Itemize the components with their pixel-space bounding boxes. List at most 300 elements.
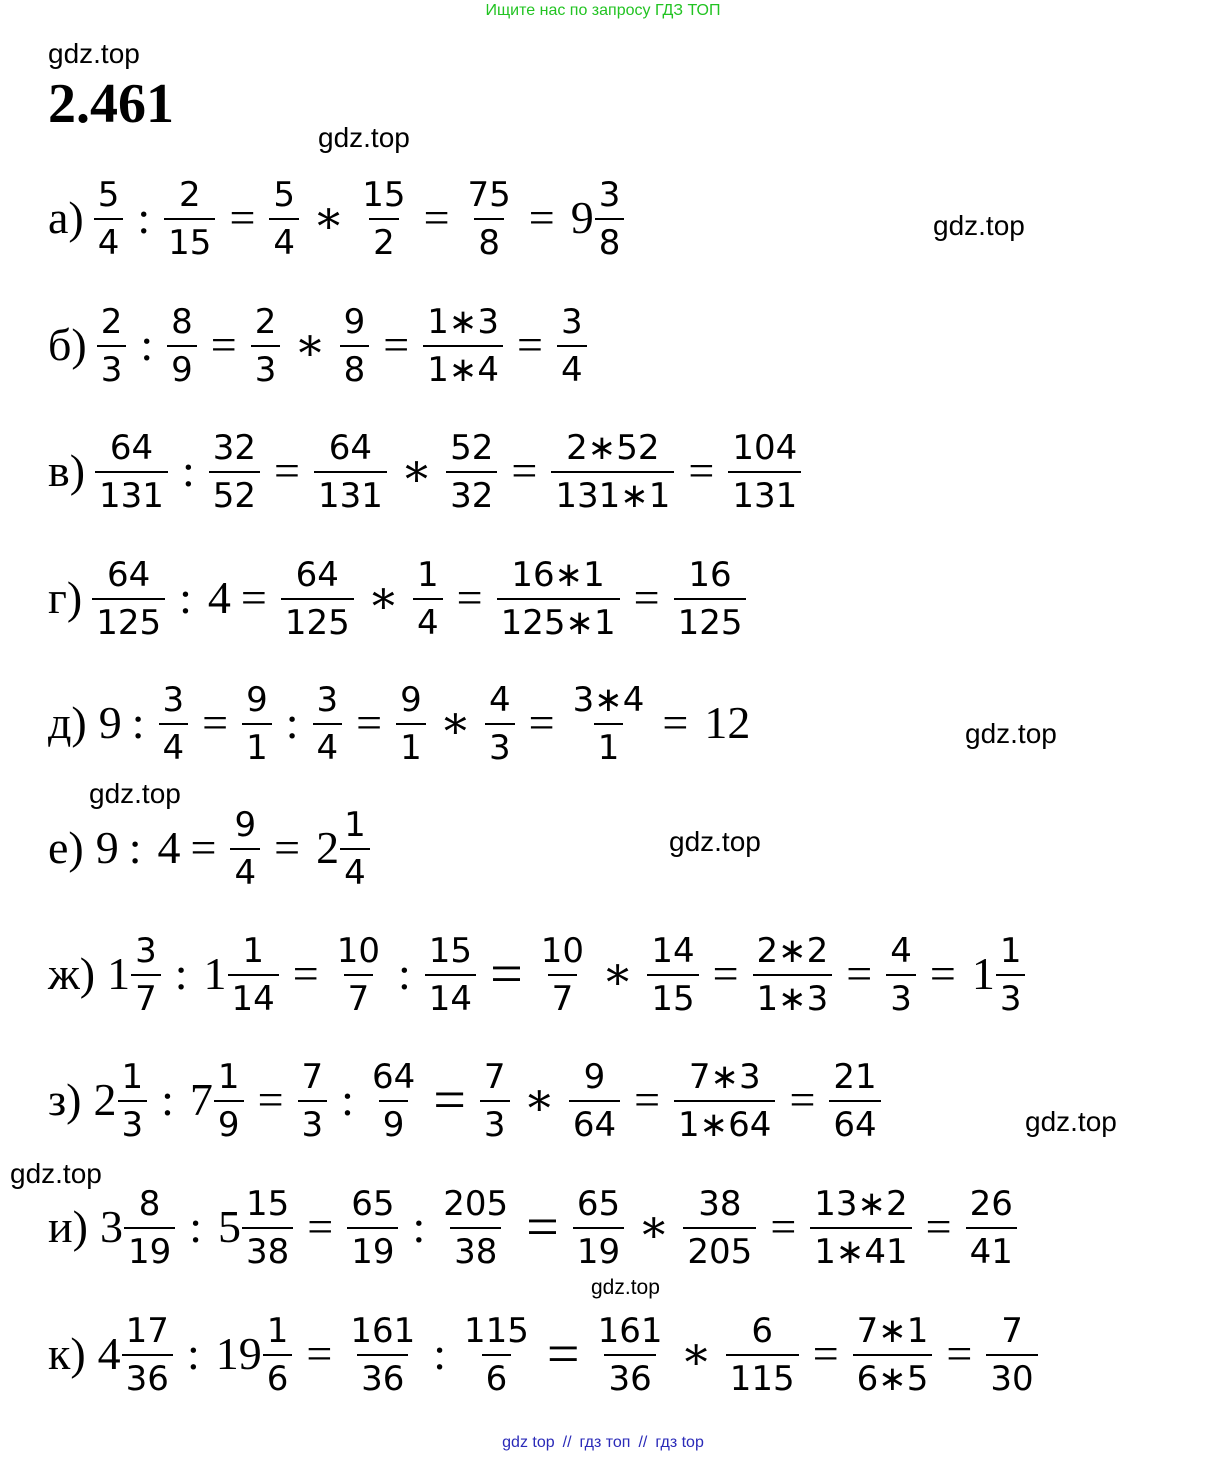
fraction (573, 1183, 624, 1271)
operator: = (662, 697, 689, 748)
fraction (966, 1183, 1017, 1271)
footer-link[interactable]: гдз top (655, 1434, 704, 1451)
operator: = (770, 1201, 797, 1252)
numerator: 5 (273, 175, 296, 215)
operator: ∗ (638, 1201, 670, 1252)
denominator: 7 (548, 974, 578, 1018)
fraction (557, 301, 587, 389)
denominator: 4 (230, 848, 260, 892)
operator: = (210, 319, 237, 370)
denominator: 7 (344, 974, 374, 1018)
numerator: 3 (135, 931, 157, 971)
operator: : (161, 1074, 174, 1125)
operator: = (528, 697, 555, 748)
denominator: 3 (485, 723, 515, 767)
fraction (122, 1310, 173, 1398)
item-label: д) (48, 697, 87, 748)
numerator: 14 (651, 931, 695, 971)
operator: = (383, 319, 410, 370)
fraction (413, 554, 443, 642)
promo-banner[interactable]: Ищите нас по запросу ГДЗ ТОП (485, 2, 721, 19)
fraction (537, 930, 588, 1018)
fraction (159, 679, 189, 767)
fraction (346, 1310, 419, 1398)
mixed-number (198, 930, 283, 1018)
denominator: 15 (164, 218, 215, 262)
denominator: 4 (159, 723, 189, 767)
numerator: 15 (362, 175, 406, 215)
item-label: в) (48, 445, 86, 496)
denominator: 1∗3 (753, 974, 833, 1018)
numerator: 15 (428, 931, 473, 971)
footer-link[interactable]: gdz top (502, 1434, 555, 1451)
numerator: 7 (301, 1057, 324, 1097)
denominator: 41 (966, 1227, 1017, 1271)
denominator: 19 (573, 1227, 624, 1271)
item-label: а) (48, 192, 84, 243)
operator: : (186, 1328, 200, 1379)
numerator: 2 (254, 302, 277, 342)
numerator: 7 (483, 1057, 506, 1097)
mixed-number (88, 1056, 152, 1144)
denominator: 125∗1 (497, 598, 620, 642)
mixed-number (92, 1310, 177, 1398)
fraction (425, 930, 476, 1018)
fraction (480, 1056, 510, 1144)
fraction (396, 679, 426, 767)
fraction (94, 174, 124, 262)
watermark: gdz.top (965, 718, 1057, 749)
fraction (683, 1183, 756, 1271)
mixed-number (210, 1310, 297, 1398)
exercise-number: 2.461 (48, 73, 174, 135)
numerator: 64 (371, 1057, 416, 1097)
numerator: 161 (597, 1311, 663, 1351)
whole-number: 9 (95, 822, 119, 873)
operator: ∗ (294, 319, 326, 370)
operator: = (812, 1328, 839, 1379)
numerator: 65 (351, 1184, 395, 1224)
denominator: 1 (396, 723, 426, 767)
operator: = (456, 572, 483, 623)
denominator: 125 (92, 598, 165, 642)
denominator: 131 (95, 471, 168, 515)
denominator: 131 (728, 471, 801, 515)
operator: = (229, 192, 256, 243)
operator: = (929, 948, 956, 999)
fraction (314, 427, 387, 515)
fraction (726, 1310, 799, 1398)
denominator: 19 (124, 1227, 175, 1271)
whole-part: 1 (107, 948, 131, 999)
whole-part: 3 (99, 1201, 123, 1252)
denominator: 4 (269, 218, 299, 262)
equation-line (48, 1057, 885, 1145)
numerator: 104 (732, 428, 798, 468)
operator: ∗ (439, 697, 472, 748)
fraction (209, 427, 260, 515)
fraction (439, 1183, 512, 1271)
fraction (728, 427, 801, 515)
fraction (97, 301, 127, 389)
numerator: 52 (450, 428, 494, 468)
operator: = (633, 572, 660, 623)
numerator: 26 (969, 1184, 1013, 1224)
denominator: 3 (996, 974, 1026, 1018)
numerator: 32 (212, 428, 256, 468)
item-label: з) (48, 1074, 82, 1125)
numerator: 13∗2 (814, 1184, 908, 1224)
denominator: 3 (480, 1100, 510, 1144)
fraction (124, 1183, 175, 1271)
fraction (340, 804, 370, 892)
operator: : (412, 1201, 426, 1252)
operator: = (306, 1328, 333, 1379)
denominator: 36 (604, 1354, 655, 1398)
mixed-number (310, 804, 374, 892)
whole-part: 19 (215, 1328, 262, 1379)
numerator: 16∗1 (511, 555, 605, 595)
numerator: 9 (583, 1057, 606, 1097)
numerator: 115 (464, 1311, 529, 1351)
fraction (996, 930, 1026, 1018)
numerator: 9 (246, 680, 268, 720)
denominator: 8 (474, 218, 504, 262)
fraction (131, 930, 161, 1018)
denominator: 8 (595, 218, 625, 262)
denominator: 4 (94, 218, 124, 262)
numerator: 15 (245, 1184, 290, 1224)
denominator: 9 (214, 1100, 244, 1144)
fraction (118, 1056, 148, 1144)
equation-line (48, 428, 805, 516)
operator: = (274, 822, 301, 873)
numerator: 3 (560, 302, 583, 342)
numerator: 64 (107, 555, 151, 595)
fraction (647, 930, 698, 1018)
numerator: 10 (336, 931, 381, 971)
numerator: 5 (97, 175, 120, 215)
operator: : (181, 445, 195, 496)
denominator: 125 (674, 598, 747, 642)
fraction (333, 930, 384, 1018)
numerator: 3 (162, 680, 185, 720)
equation-line (48, 680, 751, 768)
denominator: 131 (314, 471, 387, 515)
denominator: 64 (569, 1100, 620, 1144)
operator: = (546, 1321, 580, 1386)
mixed-number (94, 1183, 179, 1271)
denominator: 38 (450, 1227, 501, 1271)
whole-number: 4 (157, 822, 181, 873)
operator: : (131, 697, 145, 748)
fraction (242, 679, 272, 767)
fraction (95, 427, 168, 515)
numerator: 9 (343, 302, 366, 342)
whole-part: 5 (217, 1201, 241, 1252)
operator: = (789, 1074, 816, 1125)
operator: = (433, 1067, 466, 1132)
numerator: 1 (417, 555, 439, 595)
fraction (313, 679, 343, 767)
operator: = (190, 822, 217, 873)
denominator: 4 (557, 345, 587, 389)
item-label: ж) (48, 948, 96, 999)
mixed-number (101, 930, 165, 1018)
equation-line (48, 1184, 1021, 1272)
denominator: 131∗1 (551, 471, 674, 515)
denominator: 1 (594, 723, 624, 767)
operator: = (356, 697, 383, 748)
operator: = (517, 319, 543, 370)
fraction (281, 554, 354, 642)
watermark: gdz.top (1025, 1106, 1117, 1137)
numerator: 4 (890, 931, 912, 971)
fraction (497, 554, 620, 642)
denominator: 8 (340, 345, 370, 389)
operator: = (202, 697, 229, 748)
item-label: г) (48, 572, 83, 623)
numerator: 8 (171, 302, 193, 342)
denominator: 1 (242, 723, 272, 767)
denominator: 14 (425, 974, 476, 1018)
numerator: 16 (688, 555, 732, 595)
fraction (753, 930, 833, 1018)
item-label: и) (48, 1201, 88, 1252)
item-label: б) (48, 319, 87, 370)
numerator: 1 (121, 1057, 144, 1097)
denominator: 30 (986, 1354, 1037, 1398)
denominator: 52 (209, 471, 260, 515)
numerator: 2∗52 (566, 428, 660, 468)
fraction (810, 1183, 911, 1271)
whole-part: 2 (316, 822, 340, 873)
numerator: 3∗4 (572, 680, 645, 720)
footer-separator: // (562, 1434, 572, 1451)
denominator: 6 (263, 1354, 293, 1398)
fraction (340, 301, 370, 389)
fraction (595, 174, 625, 262)
footer-link[interactable]: гдз топ (579, 1434, 631, 1451)
denominator: 15 (647, 974, 698, 1018)
denominator: 2 (369, 218, 399, 262)
fraction (358, 174, 409, 262)
equation-line (48, 302, 591, 390)
watermark: gdz.top (10, 1158, 102, 1189)
operator: = (712, 948, 739, 999)
fraction (228, 930, 279, 1018)
numerator: 17 (125, 1311, 169, 1351)
operator: : (398, 948, 411, 999)
fraction (423, 301, 503, 389)
denominator: 38 (242, 1227, 293, 1271)
fraction (569, 1056, 620, 1144)
fraction (853, 1310, 933, 1398)
denominator: 3 (298, 1100, 328, 1144)
denominator: 3 (118, 1100, 148, 1144)
numerator: 38 (698, 1184, 742, 1224)
fraction (347, 1183, 398, 1271)
equation-line (48, 931, 1029, 1019)
operator: = (274, 445, 300, 496)
operator: ∗ (602, 948, 634, 999)
fraction (269, 174, 299, 262)
numerator: 1 (344, 805, 366, 845)
denominator: 4 (413, 598, 443, 642)
denominator: 64 (829, 1100, 880, 1144)
whole-number: 4 (207, 572, 231, 623)
operator: = (634, 1074, 661, 1125)
numerator: 161 (350, 1311, 416, 1351)
equation-line (48, 175, 628, 263)
fraction (986, 1310, 1037, 1398)
watermark: gdz.top (318, 122, 410, 153)
numerator: 75 (467, 175, 511, 215)
fraction (214, 1056, 244, 1144)
fraction (551, 427, 674, 515)
denominator: 6 (482, 1354, 512, 1398)
denominator: 36 (357, 1354, 408, 1398)
operator: = (526, 1194, 559, 1259)
operator: : (433, 1328, 446, 1379)
operator: : (341, 1074, 354, 1125)
numerator: 2 (178, 175, 201, 215)
operator: = (946, 1328, 973, 1379)
numerator: 64 (328, 428, 373, 468)
numerator: 21 (833, 1057, 877, 1097)
operator: : (140, 319, 154, 370)
whole-number: 9 (98, 697, 122, 748)
denominator: 9 (379, 1100, 409, 1144)
denominator: 4 (313, 723, 343, 767)
operator: : (189, 1201, 202, 1252)
whole-part: 4 (97, 1328, 121, 1379)
operator: : (128, 822, 142, 873)
numerator: 7∗1 (856, 1311, 929, 1351)
fraction (263, 1310, 293, 1398)
fraction (251, 301, 281, 389)
denominator: 125 (281, 598, 354, 642)
numerator: 1 (242, 931, 264, 971)
numerator: 3 (598, 175, 621, 215)
watermark: gdz.top (933, 210, 1025, 241)
denominator: 205 (683, 1227, 756, 1271)
denominator: 1∗64 (674, 1100, 775, 1144)
footer-separator: // (638, 1434, 648, 1451)
numerator: 4 (489, 680, 511, 720)
operator: = (846, 948, 873, 999)
denominator: 36 (122, 1354, 173, 1398)
numerator: 205 (443, 1184, 509, 1224)
numerator: 3 (316, 680, 339, 720)
fraction (829, 1056, 880, 1144)
fraction (569, 679, 649, 767)
numerator: 8 (138, 1184, 161, 1224)
fraction (446, 427, 497, 515)
fraction (92, 554, 165, 642)
operator: = (925, 1201, 952, 1252)
numerator: 2 (100, 302, 123, 342)
operator: = (511, 445, 538, 496)
numerator: 6 (751, 1311, 774, 1351)
numerator: 9 (400, 680, 422, 720)
fraction (886, 930, 916, 1018)
watermark: gdz.top (591, 1276, 660, 1299)
operator: = (257, 1074, 284, 1125)
fraction (485, 679, 515, 767)
numerator: 1 (266, 1311, 289, 1351)
denominator: 3 (251, 345, 281, 389)
operator: = (490, 941, 523, 1006)
operator: ∗ (367, 572, 399, 623)
numerator: 1 (217, 1057, 240, 1097)
fraction (594, 1310, 667, 1398)
mixed-number (966, 930, 1030, 1018)
item-label: к) (48, 1328, 86, 1379)
operator: : (285, 697, 299, 748)
numerator: 64 (109, 428, 154, 468)
fraction (460, 1310, 533, 1398)
mixed-number (565, 174, 629, 262)
denominator: 115 (726, 1354, 799, 1398)
watermark: gdz.top (48, 38, 140, 69)
fraction (674, 554, 747, 642)
denominator: 9 (167, 345, 197, 389)
operator: = (423, 192, 450, 243)
operator: = (688, 445, 715, 496)
operator: ∗ (680, 1328, 712, 1379)
numerator: 2∗2 (756, 931, 829, 971)
fraction (298, 1056, 328, 1144)
operator: : (179, 572, 192, 623)
operator: = (292, 948, 319, 999)
numerator: 9 (234, 805, 257, 845)
fraction (464, 174, 515, 262)
whole-part: 1 (971, 948, 995, 999)
numerator: 1 (999, 931, 1022, 971)
footer-links (0, 1434, 1206, 1452)
operator: = (240, 572, 267, 623)
numerator: 1∗3 (427, 302, 500, 342)
denominator: 14 (228, 974, 279, 1018)
equation-line (48, 805, 374, 893)
whole-part: 9 (570, 192, 594, 243)
denominator: 1∗4 (423, 345, 503, 389)
numerator: 7∗3 (688, 1057, 761, 1097)
mixed-number (212, 1183, 297, 1271)
numerator: 65 (576, 1184, 621, 1224)
denominator: 19 (347, 1227, 398, 1271)
operator: = (307, 1201, 334, 1252)
whole-number: 12 (704, 697, 751, 748)
watermark: gdz.top (89, 778, 181, 809)
fraction (230, 804, 260, 892)
numerator: 64 (295, 555, 339, 595)
denominator: 7 (131, 974, 161, 1018)
denominator: 3 (886, 974, 916, 1018)
fraction (164, 174, 215, 262)
numerator: 10 (540, 931, 585, 971)
numerator: 7 (1001, 1311, 1023, 1351)
equation-line (48, 1311, 1042, 1399)
denominator: 4 (340, 848, 370, 892)
fraction (674, 1056, 775, 1144)
operator: : (137, 192, 151, 243)
item-label: е) (48, 822, 84, 873)
fraction (242, 1183, 293, 1271)
denominator: 6∗5 (853, 1354, 933, 1398)
operator: : (174, 948, 188, 999)
